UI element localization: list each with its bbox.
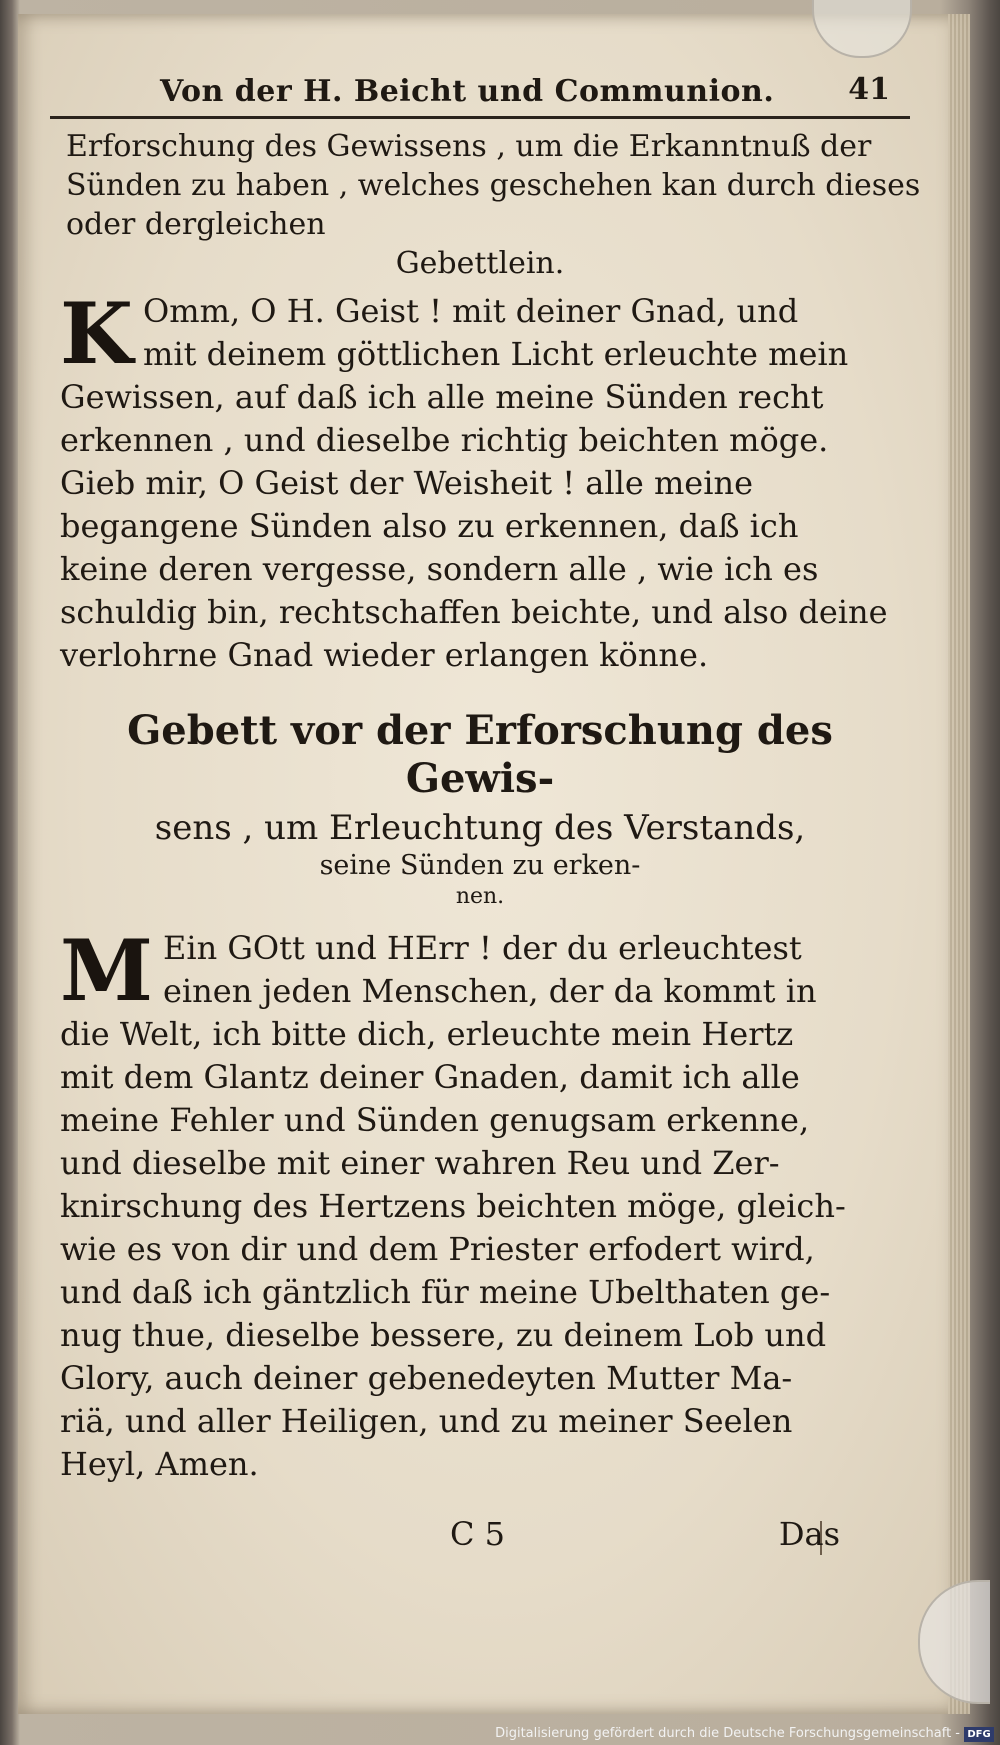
text-line: Ein GOtt und HErr ! der du erleuchtest: [162, 929, 802, 967]
text-line: mit dem Glantz deiner Gnaden, damit ich alle: [60, 1058, 800, 1096]
text-line: nug thue, dieselbe bessere, zu deinem Lob und: [60, 1316, 827, 1354]
heading-line: nen.: [455, 884, 505, 909]
heading-line: seine Sünden zu erken-: [319, 850, 641, 881]
subheading-gebettlein: Gebettlein.: [395, 246, 565, 281]
text-line: Heyl, Amen.: [60, 1445, 259, 1483]
text-line: erkennen , und dieselbe richtig beichten möge.: [60, 421, 829, 459]
text-line: einen jeden Menschen, der da kommt in: [162, 972, 817, 1010]
text-line: wie es von dir und dem Priester erfodert wird,: [60, 1230, 815, 1268]
text-line: knirschung des Hertzens beichten möge, gleich-: [60, 1187, 846, 1225]
text-line: oder dergleichen: [66, 207, 326, 242]
page-footer: [50, 1515, 910, 1565]
signature-mark: C 5: [450, 1515, 506, 1553]
text-line: meine Fehler und Sünden genugsam erkenne,: [60, 1101, 810, 1139]
drop-cap: M: [60, 921, 153, 1020]
page-number: 41: [848, 72, 890, 107]
text-line: riä, und aller Heiligen, und zu meiner Seelen: [60, 1402, 793, 1440]
digitization-credit: Digitalisierung gefördert durch die Deutsche Forschungsgemeinschaft -: [495, 1726, 960, 1741]
text-line: mit deinem göttlichen Licht erleuchte mein: [143, 335, 849, 373]
prayer-paragraph-1: [60, 284, 910, 677]
text-line: schuldig bin, rechtschaffen beichte, und also deine: [60, 593, 888, 631]
text-line: Sünden zu haben , welches geschehen kan durch dieses: [66, 168, 921, 203]
text-line: Erforschung des Gewissens , um die Erkanntnuß der: [66, 129, 872, 164]
text-line: die Welt, ich bitte dich, erleuchte mein Hertz: [60, 1015, 794, 1053]
text-line: keine deren vergesse, sondern alle , wie ich es: [60, 550, 819, 588]
heading-line: Gebett vor der Erforschung des Gewis-: [127, 707, 833, 802]
heading-line: sens , um Erleuchtung des Verstands,: [154, 808, 806, 848]
page-text: [50, 60, 921, 1486]
text-line: und dieselbe mit einer wahren Reu und Zer-: [60, 1144, 780, 1182]
section-heading: [50, 707, 910, 911]
drop-cap: K: [60, 284, 134, 383]
running-title: Von der H. Beicht und Communion.: [160, 74, 775, 109]
page-edge: [948, 14, 970, 1714]
dfg-logo-icon: DFG: [964, 1727, 994, 1742]
text-line: begangene Sünden also zu erkennen, daß ich: [60, 507, 799, 545]
text-line: Omm, O H. Geist ! mit deiner Gnad, und: [143, 292, 799, 330]
running-header: [50, 60, 910, 119]
prayer-paragraph-2: [60, 921, 910, 1486]
catchword: Das: [778, 1515, 840, 1553]
text-line: Gieb mir, O Geist der Weisheit ! alle meine: [60, 464, 754, 502]
intro-paragraph: [66, 127, 921, 244]
text-line: und daß ich gäntzlich für meine Ubelthaten ge-: [60, 1273, 831, 1311]
text-line: verlohrne Gnad wieder erlangen könne.: [60, 636, 709, 674]
text-line: Gewissen, auf daß ich alle meine Sünden recht: [60, 378, 824, 416]
text-line: Glory, auch deiner gebenedeyten Mutter Ma-: [60, 1359, 793, 1397]
